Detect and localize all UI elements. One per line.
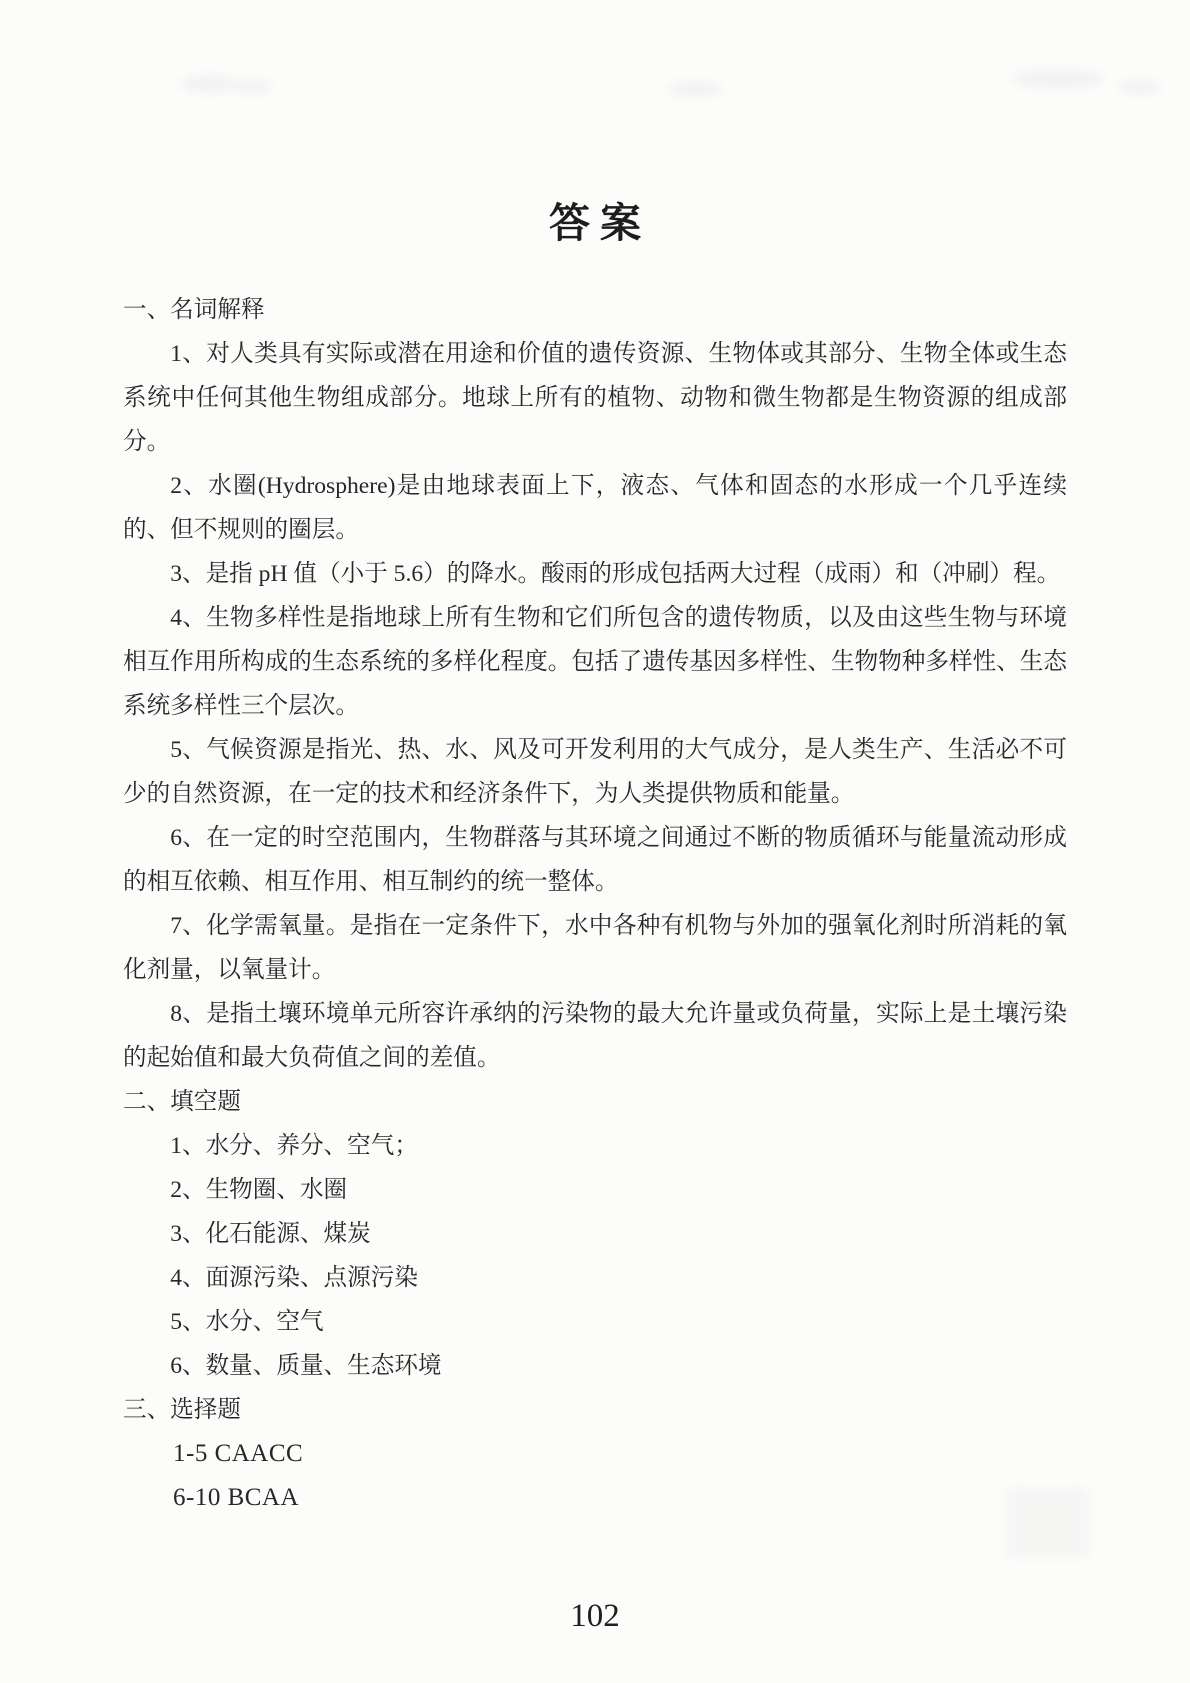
definition-item-7: 7、化学需氧量。是指在一定条件下，水中各种有机物与外加的强氧化剂时所消耗的氧化剂量，以氧量计。 xyxy=(123,913,1067,983)
definition-item-4: 4、生物多样性是指地球上所有生物和它们所包含的遗传物质，以及由这些生物与环境相互作用所构成的生态系统的多样化程度。包括了遗传基因多样性、生物物种多样性、生态系统多样性三个层次。 xyxy=(123,605,1067,719)
fill-blank-item-6: 6、数量、质量、生态环境 xyxy=(170,1353,442,1379)
choice-answers-6-10: 6-10 BCAA xyxy=(173,1484,300,1511)
scan-artifact xyxy=(180,76,238,92)
page-title: 答案 xyxy=(549,200,651,246)
fill-blank-item-1: 1、水分、养分、空气； xyxy=(170,1133,418,1159)
fill-blank-item-4: 4、面源污染、点源污染 xyxy=(170,1265,418,1291)
choice-answers-1-5: 1-5 CAACC xyxy=(173,1440,304,1467)
page-number: 102 xyxy=(570,1598,620,1634)
document-body xyxy=(123,288,1067,1520)
definition-item-3: 3、是指 pH 值（小于 5.6）的降水。酸雨的形成包括两大过程（成雨）和（冲刷）程。 xyxy=(170,561,1061,587)
fill-blank-item-5: 5、水分、空气 xyxy=(170,1309,324,1335)
definition-item-8: 8、是指土壤环境单元所容许承纳的污染物的最大允许量或负荷量，实际上是土壤污染的起始值和最大负荷值之间的差值。 xyxy=(123,1001,1067,1071)
definition-item-5: 5、气候资源是指光、热、水、风及可开发利用的大气成分，是人类生产、生活必不可少的自然资源，在一定的技术和经济条件下，为人类提供物质和能量。 xyxy=(123,737,1067,807)
section-heading-definitions: 一、名词解释 xyxy=(123,297,265,323)
fill-blank-item-3: 3、化石能源、煤炭 xyxy=(170,1221,371,1247)
definition-item-6: 6、在一定的时空范围内，生物群落与其环境之间通过不断的物质循环与能量流动形成的相互依赖、相互作用、相互制约的统一整体。 xyxy=(123,825,1067,895)
definition-item-1: 1、对人类具有实际或潜在用途和价值的遗传资源、生物体或其部分、生物全体或生态系统中任何其他生物组成部分。地球上所有的植物、动物和微生物都是生物资源的组成部分。 xyxy=(123,341,1067,455)
section-heading-fill-in-blanks: 二、填空题 xyxy=(123,1089,241,1115)
scan-artifact xyxy=(232,80,272,93)
section-heading-multiple-choice: 三、选择题 xyxy=(123,1397,241,1423)
definition-item-2: 2、水圈(Hydrosphere)是由地球表面上下，液态、气体和固态的水形成一个几乎连续的、但不规则的圈层。 xyxy=(123,473,1067,543)
scan-artifact xyxy=(668,82,722,97)
scan-artifact xyxy=(1012,70,1104,88)
scan-artifact xyxy=(1118,80,1160,94)
fill-blank-item-2: 2、生物圈、水圈 xyxy=(170,1177,348,1203)
